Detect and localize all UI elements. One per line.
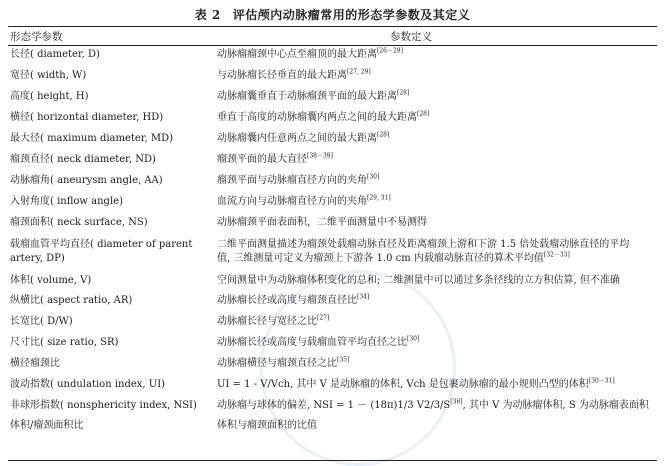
param-term: 非球形指数( nonsphericity index, NSI) bbox=[10, 400, 197, 411]
table-row bbox=[10, 378, 655, 399]
table-row bbox=[10, 294, 655, 315]
table-caption bbox=[0, 0, 665, 24]
param-term: 载瘤血管平均直径( diameter of parent artery, DP) bbox=[10, 239, 193, 264]
citation: [30－31] bbox=[588, 377, 615, 385]
param-term: 纵横比( aspect ratio, AR) bbox=[10, 295, 133, 306]
citation: [38－39] bbox=[307, 152, 333, 160]
param-term: 长宽比( D/W) bbox=[10, 316, 73, 327]
header-param: 形态学参数 bbox=[10, 31, 63, 43]
citation: [27, 29] bbox=[347, 68, 371, 76]
citation: [26－29] bbox=[377, 47, 403, 55]
param-definition: 动脉瘤囊垂直于动脉瘤颈平面的最大距离[28] bbox=[217, 89, 410, 102]
citation: [30] bbox=[407, 335, 420, 343]
table-header bbox=[10, 29, 655, 43]
param-definition: UI = 1 - V/Vch, 其中 V 是动脉瘤的体积, Vch 是包裹动脉瘤的最小规则凸型的体积[30－31] bbox=[217, 377, 615, 390]
param-term: 体积/瘤颈面积比 bbox=[10, 420, 84, 431]
citation: [28] bbox=[417, 110, 430, 118]
param-term: 长径( diameter, D) bbox=[10, 49, 100, 60]
param-definition: 动脉瘤囊内任意两点之间的最大距离[28] bbox=[217, 131, 390, 144]
table-row bbox=[10, 274, 655, 294]
param-definition: 动脉瘤颈平面表面积，二维平面测量中不易测得 bbox=[217, 217, 427, 228]
param-term: 动脉瘤角( aneurysm angle, AA) bbox=[10, 175, 163, 186]
table-row bbox=[10, 111, 655, 132]
param-definition: 动脉瘤瘤颈中心点至瘤顶的最大距离[26－29] bbox=[217, 47, 403, 60]
table-row bbox=[10, 336, 655, 357]
param-definition: 二维平面测量描述为瘤颈处载瘤动脉直径及距离瘤颈上游和下游 1.5 倍处载瘤动脉直径的平均 值, 三维测量可定义为瘤颈上下游各 1.0 cm 内载瘤动脉直径的算术平均值[32－33] bbox=[217, 239, 630, 264]
table-row bbox=[10, 174, 655, 195]
table-body bbox=[10, 48, 655, 437]
table-row bbox=[10, 315, 655, 336]
table-row bbox=[10, 357, 655, 378]
table-row bbox=[10, 132, 655, 153]
table-row bbox=[10, 90, 655, 111]
param-term: 体积( volume, V) bbox=[10, 275, 92, 286]
param-term: 横径( horizontal diameter, HD) bbox=[10, 112, 164, 123]
citation: [28] bbox=[377, 131, 390, 139]
header-rule bbox=[8, 45, 657, 46]
table-row bbox=[10, 216, 655, 238]
param-definition: 动脉瘤长径与宽径之比[27] bbox=[217, 314, 330, 327]
param-definition: 垂直于高度的动脉瘤囊内两点之间的最大距离[28] bbox=[217, 110, 430, 123]
param-definition: 动脉瘤与球体的偏差, NSI = 1 － (18π)1/3 V2/3/S[36], 其中 V 为动脉瘤体积, S 为动脉瘤表面积 bbox=[217, 398, 649, 411]
param-term: 高度( height, H) bbox=[10, 91, 89, 102]
param-definition: 空间测量中为动脉瘤体积变化的总和; 二维测量中可以通过多条径线的立方积估算, 但不准确 bbox=[217, 275, 620, 286]
table-row bbox=[10, 238, 655, 274]
param-term: 入射角度( inflow angle) bbox=[10, 196, 123, 207]
param-term: 最大径( maximum diameter, MD) bbox=[10, 133, 174, 144]
param-definition: 与动脉瘤长径垂直的最大距离[27, 29] bbox=[217, 68, 371, 81]
param-term: 瘤颈直径( neck diameter, ND) bbox=[10, 154, 156, 165]
bottom-rule bbox=[8, 460, 657, 461]
table-row bbox=[10, 419, 655, 437]
table-row bbox=[10, 48, 655, 69]
citation: [35] bbox=[337, 356, 350, 364]
table-row bbox=[10, 153, 655, 174]
param-definition: 血流方向与动脉瘤直径方向的夹角[29, 31] bbox=[217, 194, 391, 207]
param-definition: 体积与瘤颈面积的比值 bbox=[217, 420, 317, 431]
table-row bbox=[10, 399, 655, 419]
top-rule bbox=[8, 26, 657, 27]
header-definition: 参数定义 bbox=[390, 31, 432, 43]
table-title: 评估颅内动脉瘤常用的形态学参数及其定义 bbox=[232, 8, 471, 22]
param-definition: 动脉瘤长径或高度与载瘤血管平均直径之比[30] bbox=[217, 335, 420, 348]
citation: [27] bbox=[317, 314, 330, 322]
table-row bbox=[10, 69, 655, 90]
param-term: 宽径( width, W) bbox=[10, 70, 87, 81]
param-definition: 瘤颈平面的最大直径[38－39] bbox=[217, 152, 333, 165]
citation: [30] bbox=[367, 173, 380, 181]
param-term: 尺寸比( size ratio, SR) bbox=[10, 337, 119, 348]
table-row bbox=[10, 195, 655, 216]
table-number: 表 2 bbox=[194, 8, 221, 22]
param-definition: 瘤颈平面与动脉瘤直径方向的夹角[30] bbox=[217, 173, 380, 186]
param-definition: 动脉瘤长径或高度与瘤颈直径比[34] bbox=[217, 293, 370, 306]
citation: [36] bbox=[450, 398, 463, 406]
param-definition: 动脉瘤横径与瘤颈直径之比[35] bbox=[217, 356, 350, 369]
citation: [28] bbox=[397, 89, 410, 97]
citation: [32－33] bbox=[543, 251, 570, 259]
param-term: 瘤颈面积( neck surface, NS) bbox=[10, 217, 148, 228]
citation: [29, 31] bbox=[367, 194, 391, 202]
param-term: 横径瘤颈比 bbox=[10, 358, 60, 369]
citation: [34] bbox=[357, 293, 370, 301]
param-term: 波动指数( undulation index, UI) bbox=[10, 379, 166, 390]
